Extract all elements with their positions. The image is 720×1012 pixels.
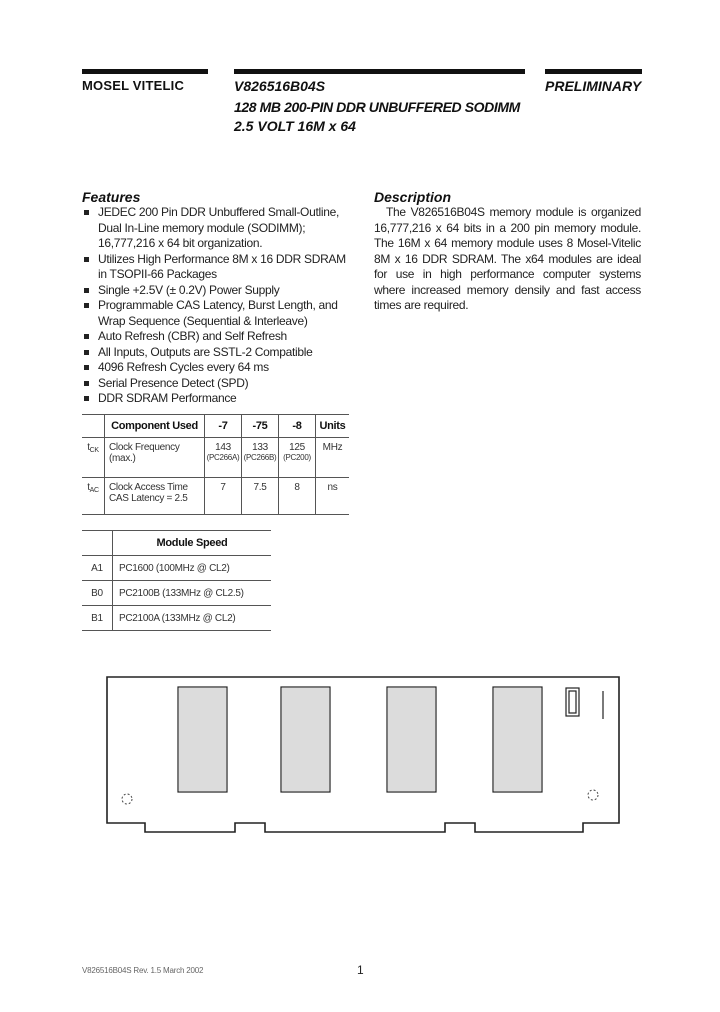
symbol-header [82,415,105,438]
unit-cell: MHz [316,438,350,478]
part-number: V826516B04S [234,78,326,94]
performance-table-header-row [82,415,349,438]
component-header: Component Used [105,415,205,438]
feature-item: Single +2.5V (± 0.2V) Power Supply [82,283,352,299]
feature-item: 4096 Refresh Cycles every 64 ms [82,360,352,376]
mounting-hole [122,794,132,804]
feature-item: All Inputs, Outputs are SSTL-2 Compatible [82,345,352,361]
parameter-cell: Clock Frequency (max.) [105,438,205,478]
header-rule-left [82,69,208,74]
module-speed-header: Module Speed [113,531,272,556]
table-row [82,606,271,631]
page-number: 1 [357,963,364,977]
features-heading: Features [82,189,141,205]
table-row [82,581,271,606]
speed-spec-cell: PC1600 (100MHz @ CL2) [113,556,272,581]
value-cell: 8 [279,478,316,515]
performance-table [82,414,349,515]
product-subtitle-line2: 2.5 VOLT 16M x 64 [234,118,356,134]
table-row [82,438,349,478]
value-cell: 133 (PC266B) [242,438,279,478]
symbol-cell: $t_{AC}$ [82,478,105,515]
mounting-hole [588,790,598,800]
dram-chip-shade [388,688,435,791]
feature-item: Programmable CAS Latency, Burst Length, and Wrap Sequence (Sequential & Interleave) [82,298,352,329]
table-row [82,478,349,515]
spd-eeprom-inner [569,691,576,713]
description-paragraph: The V826516B04S memory module is organized 16,777,216 x 64 bits in a 200 pin memory module. The 16M x 64 memory module uses 8 Mosel-Vitelic 8M x 16 DDR SDRAM. The x64 modules are ideal for use in high performance computer systems where increased memory densily and fast access times are required. [374,205,641,312]
sodimm-module-drawing [105,675,621,837]
value-cell: 143 (PC266A) [205,438,242,478]
dram-chip-shade [282,688,329,791]
header-rule-right [545,69,642,74]
speed-spec-cell: PC2100B (133MHz @ CL2.5) [113,581,272,606]
feature-item: Auto Refresh (CBR) and Self Refresh [82,329,352,345]
speed-spec-cell: PC2100A (133MHz @ CL2) [113,606,272,631]
value-cell: 7.5 [242,478,279,515]
feature-item: DDR SDRAM Performance [82,391,352,407]
dram-chip-shade [494,688,541,791]
value-cell: 125 (PC200) [279,438,316,478]
table-row [82,556,271,581]
speed-code-header [82,531,113,556]
speed-grade-8-header: -8 [279,415,316,438]
unit-cell: ns [316,478,350,515]
units-header: Units [316,415,350,438]
footer-revision: V826516B04S Rev. 1.5 March 2002 [82,966,204,975]
feature-item: Utilizes High Performance 8M x 16 DDR SDRAM in TSOPII-66 Packages [82,252,352,283]
speed-code-cell: A1 [82,556,113,581]
product-subtitle-line1: 128 MB 200-PIN DDR UNBUFFERED SODIMM [234,99,520,115]
speed-table-header-row [82,531,271,556]
header-rule-center [234,69,525,74]
document-status: PRELIMINARY [545,78,642,94]
dram-chip-shade [179,688,226,791]
feature-item: Serial Presence Detect (SPD) [82,376,352,392]
features-list [82,205,352,407]
speed-grade-75-header: -75 [242,415,279,438]
spd-eeprom-outline [566,688,579,716]
module-speed-table [82,530,271,631]
speed-code-cell: B1 [82,606,113,631]
value-cell: 7 [205,478,242,515]
company-logo-text: MOSEL VITELIC [82,78,185,93]
description-heading: Description [374,189,452,205]
feature-item: JEDEC 200 Pin DDR Unbuffered Small-Outline, Dual In-Line memory module (SODIMM); 16,777,216 x 64 bit organization. [82,205,352,252]
speed-code-cell: B0 [82,581,113,606]
parameter-cell: Clock Access Time CAS Latency = 2.5 [105,478,205,515]
symbol-cell: $t_{CK}$ [82,438,105,478]
speed-grade-7-header: -7 [205,415,242,438]
